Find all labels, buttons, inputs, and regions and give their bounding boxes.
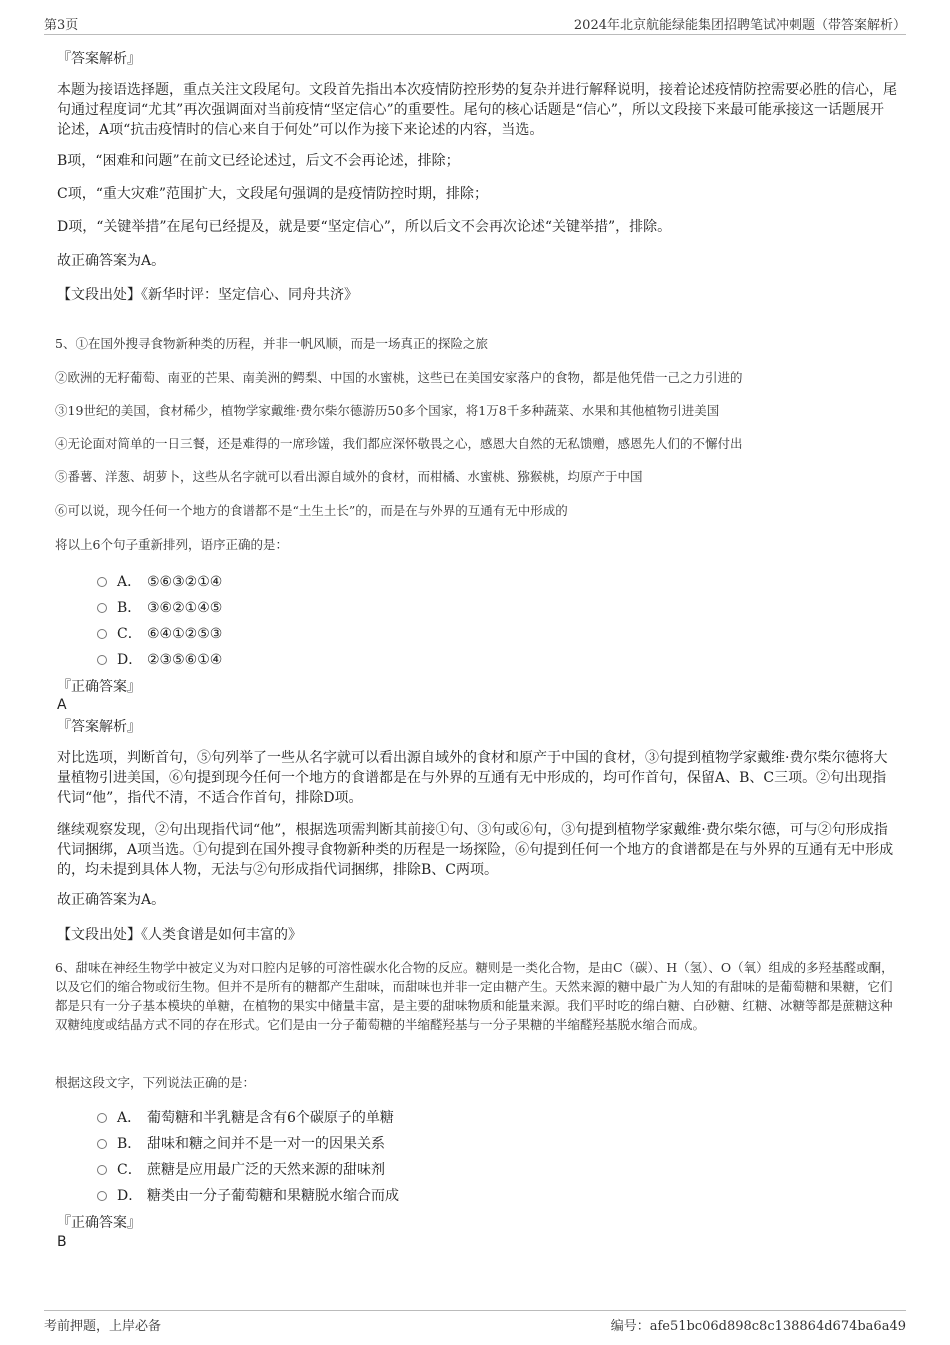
q5-sentence-1: 5、①在国外搜寻食物新种类的历程，并非一帆风顺，而是一场真正的探险之旅 (55, 336, 488, 351)
document-title: 2024年北京航能绿能集团招聘笔试冲刺题（带答案解析） (573, 18, 906, 33)
radio-icon[interactable] (97, 603, 107, 613)
q6-option-d[interactable]: D． 糖类由一分子葡萄糖和果糖脱水缩合而成 (97, 1186, 399, 1206)
q5-answer-label: 『正确答案』 (57, 679, 141, 695)
q5-sentence-3: ③19世纪的美国，食材稀少，植物学家戴维·费尔柴尔德游历50多个国家，将1万8千多种蔬菜、水果和其他植物引进美国 (55, 403, 720, 418)
q5-prompt: 将以上6个句子重新排列，语序正确的是： (55, 537, 288, 552)
q5-option-a[interactable]: A． ⑤⑥③②①④ (97, 572, 222, 592)
q6-answer-label: 『正确答案』 (57, 1215, 141, 1231)
q5-option-d[interactable]: D． ②③⑤⑥①④ (97, 650, 222, 670)
page-footer (44, 1310, 906, 1335)
q4-analysis-p2: B项，“困难和问题”在前文已经论述过，后文不会再论述，排除； (57, 153, 460, 169)
footer-slogan: 考前押题，上岸必备 (44, 1319, 162, 1334)
document-id: 编号：afe51bc06d898c8c138864d674ba6a49 (610, 1319, 906, 1334)
radio-icon[interactable] (97, 1165, 107, 1175)
q4-analysis-p3: C项，“重大灾难”范围扩大，文段尾句强调的是疫情防控时期，排除； (57, 186, 489, 202)
radio-icon[interactable] (97, 1191, 107, 1201)
radio-icon[interactable] (97, 577, 107, 587)
q5-option-c[interactable]: C． ⑥④①②⑤③ (97, 624, 222, 644)
q5-analysis-p1: 对比选项，判断首句，⑤句列举了一些从名字就可以看出源自域外的食材和原产于中国的食材，③句提到植物学家戴维·费尔柴尔德将大量植物引进美国，⑥句提到现今任何一个地方的食谱都是在与外界的互通有无中形成的，均可作首句，保留A、B、C三项。②句出现指代词“他”，指代不清，不适合作首句，排除D项。 (57, 750, 888, 806)
q4-source: 【文段出处】《新华时评：坚定信心、同舟共济》 (57, 287, 358, 303)
q6-option-c[interactable]: C． 蔗糖是应用最广泛的天然来源的甜味剂 (97, 1160, 385, 1180)
q5-analysis-label: 『答案解析』 (57, 719, 141, 735)
q6-option-b[interactable]: B． 甜味和糖之间并不是一对一的因果关系 (97, 1134, 385, 1154)
q5-sentence-6: ⑥可以说，现今任何一个地方的食谱都不是“土生土长”的，而是在与外界的互通有无中形成的 (55, 503, 568, 518)
q5-answer: A (57, 697, 67, 713)
q5-conclusion: 故正确答案为A。 (57, 892, 166, 908)
q5-analysis-p2: 继续观察发现，②句出现指代词“他”，根据选项需判断其前接①句、③句或⑥句，③句提到植物学家戴维·费尔柴尔德，可与②句形成指代词捆绑，A项当选。①句提到在国外搜寻食物新种类的历程是一场探险，⑥句提到任何一个地方的食谱都是在与外界的互通有无中形成的，均未提到具体人物，无法与②句形成指代词捆绑，排除B、C两项。 (57, 822, 894, 878)
q4-conclusion: 故正确答案为A。 (57, 253, 166, 269)
radio-icon[interactable] (97, 1139, 107, 1149)
q4-analysis-p4: D项，“关键举措”在尾句已经提及，就是要“坚定信心”，所以后文不会再次论述“关键举措”，排除。 (57, 219, 672, 235)
q5-sentence-5: ⑤番薯、洋葱、胡萝卜，这些从名字就可以看出源自域外的食材，而柑橘、水蜜桃、猕猴桃，均原产于中国 (55, 469, 643, 484)
page-header (44, 14, 906, 35)
q6-option-a[interactable]: A． 葡萄糖和半乳糖是含有6个碳原子的单糖 (97, 1108, 394, 1128)
q5-sentence-4: ④无论面对简单的一日三餐，还是难得的一席珍馐，我们都应深怀敬畏之心，感恩大自然的无私馈赠，感恩先人们的不懈付出 (55, 436, 743, 451)
q5-source: 【文段出处】《人类食谱是如何丰富的》 (57, 927, 302, 943)
q6-prompt: 根据这段文字，下列说法正确的是： (55, 1075, 256, 1090)
q4-analysis-p1: 本题为接语选择题，重点关注文段尾句。文段首先指出本次疫情防控形势的复杂并进行解释说明，接着论述疫情防控需要必胜的信心，尾句通过程度词“尤其”再次强调面对当前疫情“坚定信心”的重要性。尾句的核心话题是“信心”，所以文段接下来最可能承接这一话题展开论述，A项“抗击疫情时的信心来自于何处”可以作为接下来论述的内容，当选。 (57, 82, 897, 138)
radio-icon[interactable] (97, 655, 107, 665)
radio-icon[interactable] (97, 629, 107, 639)
q5-option-b[interactable]: B． ③⑥②①④⑤ (97, 598, 222, 618)
q6-answer: B (57, 1234, 67, 1250)
radio-icon[interactable] (97, 1113, 107, 1123)
q4-analysis-label: 『答案解析』 (57, 51, 141, 67)
q5-sentence-2: ②欧洲的无籽葡萄、南亚的芒果、南美洲的鳄梨、中国的水蜜桃，这些已在美国安家落户的食物，都是他凭借一己之力引进的 (55, 370, 743, 385)
q6-stem: 6、甜味在神经生物学中被定义为对口腔内足够的可溶性碳水化合物的反应。糖则是一类化合物，是由C（碳）、H（氢）、O（氧）组成的多羟基醛或酮，以及它们的缩合物或衍生物。但并不是所有的糖都产生甜味，而甜味也并非一定由糖产生。天然来源的糖中最广为人知的有甜味的是葡萄糖和果糖，它们都是只有一分子基本模块的单糖，在植物的果实中储量丰富，是主要的甜味物质和能量来源。我们平时吃的绵白糖、白砂糖、红糖、冰糖等都是蔗糖这种双糖纯度或结晶方式不同的存在形式。它们是由一分子葡萄糖的半缩醛羟基与一分子果糖的半缩醛羟基脱水缩合而成。 (55, 960, 894, 1032)
page-number: 第3页 (44, 18, 79, 33)
